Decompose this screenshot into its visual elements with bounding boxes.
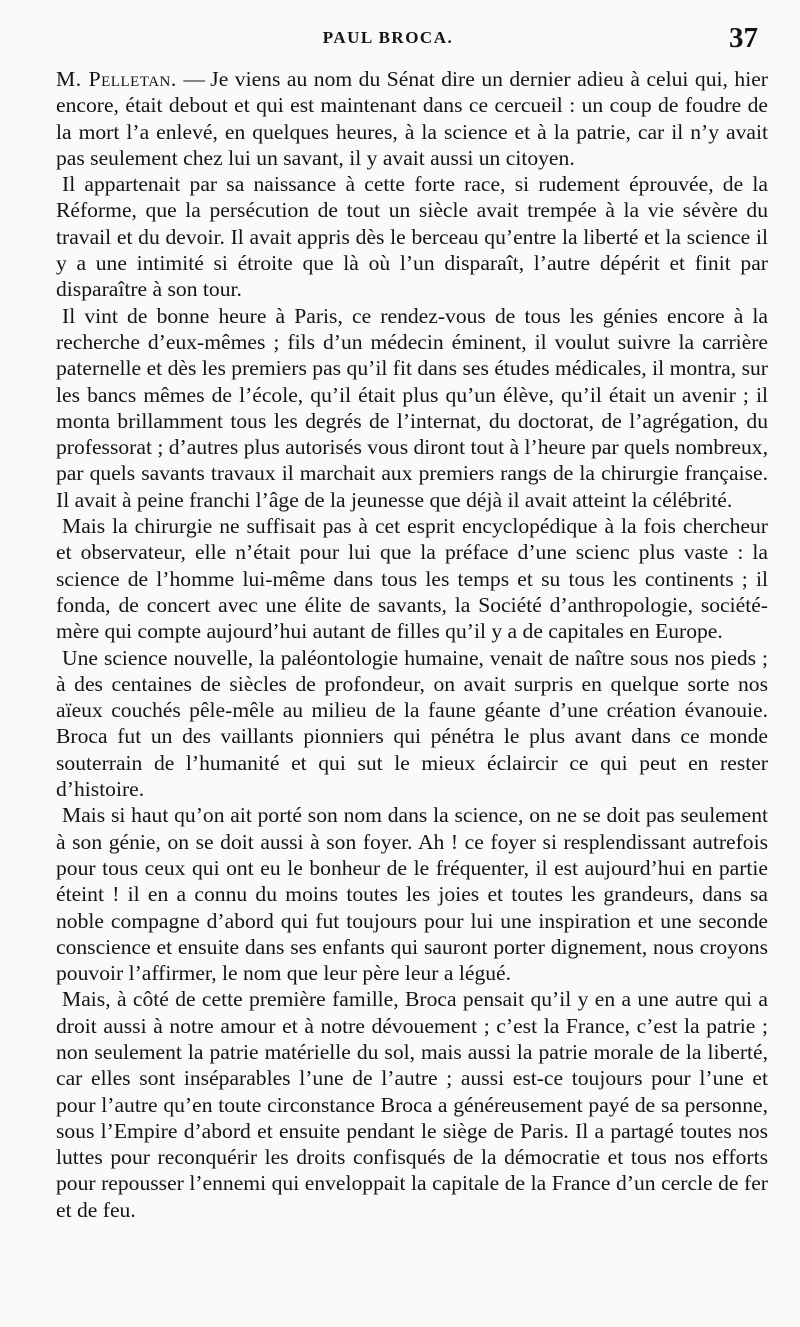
- paragraph-5: Une science nouvelle, la paléontologie humaine, venait de naître sous nos pieds ; à des centaines de siècles de profondeur, on avait surpris en quelque sorte nos aïeux couchés pêle-mêle au milieu de la faune géante d’une création évanouie. Broca fut un des vaillants pionniers qui pénétra le plus avant dans ce monde souterrain de l’humanité et qui sut le mieux éclaircir ce qui peut en rester d’histoire.: [56, 645, 768, 802]
- speech-text: [56, 66, 768, 1223]
- paragraph-1: [56, 66, 768, 171]
- speaker-name: M. Pelletan.: [56, 67, 177, 91]
- paragraph-6: Mais si haut qu’on ait porté son nom dans la science, on ne se doit pas seulement à son génie, on se doit aussi à son foyer. Ah ! ce foyer si resplendissant autrefois pour tous ceux qui ont eu le bonheur de le fréquenter, il est aujourd’hui en partie éteint ! il en a connu du moins toutes les joies et toutes les grandeurs, dans sa noble compagne d’abord qui fut toujours pour lui une inspiration et une seconde conscience et ensuite dans ses enfants qui sauront porter dignement, nous croyons pouvoir l’affirmer, le nom que leur père leur a légué.: [56, 803, 768, 986]
- paragraph-1-text: Je viens au nom du Sénat dire un dernier adieu à celui qui, hier encore, était debout et qui est maintenant dans ce cercueil : un coup de foudre de la mort l’a enlevé, en quelques heures, à la science et à la patrie, car il n’y avait pas seulement chez lui un savant, il y avait aussi un citoyen.: [56, 67, 768, 170]
- running-title: PAUL BROCA.: [322, 28, 454, 47]
- running-head: [0, 0, 800, 60]
- speaker-separator: —: [183, 67, 205, 91]
- paragraph-3: Il vint de bonne heure à Paris, ce rendez-vous de tous les génies encore à la recherche d’eux-mêmes ; fils d’un médecin éminent, il voulut suivre la carrière paternelle et dès les premiers pas qu’il fit dans ses études médicales, il montra, sur les bancs mêmes de l’école, qu’il était plus qu’un élève, qu’il était un avenir ; il monta brillamment tous les degrés de l’internat, du doctorat, de l’agrégation, du professorat ; d’autres plus autorisés vous diront tout à l’heure par quels nombreux, par quels savants travaux il marchait aux premiers rangs de la chirurgie française. Il avait à peine franchi l’âge de la jeunesse que déjà il avait atteint la célébrité.: [56, 303, 768, 512]
- paragraph-7: Mais, à côté de cette première famille, Broca pensait qu’il y en a une autre qui a droit aussi à notre amour et à notre dévouement ; c’est la France, c’est la patrie ; non seulement la patrie matérielle du sol, mais aussi la patrie morale de la liberté, car elles sont inséparables l’une de l’autre ; aussi est-ce toujours pour l’une et pour l’autre qu’en toute circonstance Broca a généreusement payé de sa personne, sous l’Empire d’abord et ensuite pendant le siège de Paris. Il a partagé toutes nos luttes pour reconquérir les droits confisqués de la démocratie et tous nos efforts pour repousser l’ennemi qui enveloppait la capitale de la France d’un cercle de fer et de feu.: [56, 987, 768, 1222]
- page-number: 37: [729, 22, 758, 54]
- paragraph-2: Il appartenait par sa naissance à cette forte race, si rudement éprouvée, de la Réforme, que la persécution de tout un siècle avait trempée à la vie sévère du travail et du devoir. Il avait appris dès le berceau qu’entre la liberté et la science il y a une intimité si étroite que là où l’un disparaît, l’autre dépérit et finit par disparaître à son tour.: [56, 172, 768, 302]
- paragraph-4: Mais la chirurgie ne suffisait pas à cet esprit encyclopédique à la fois chercheur et observateur, elle n’était pour lui que la préface d’une scienc plus vaste : la science de l’homme lui-même dans tous les temps et su tous les continents ; il fonda, de concert avec une élite de savants, la Société d’anthropologie, société-mère qui compte aujourd’hui autant de filles qu’il y a de capitales en Europe.: [56, 514, 768, 644]
